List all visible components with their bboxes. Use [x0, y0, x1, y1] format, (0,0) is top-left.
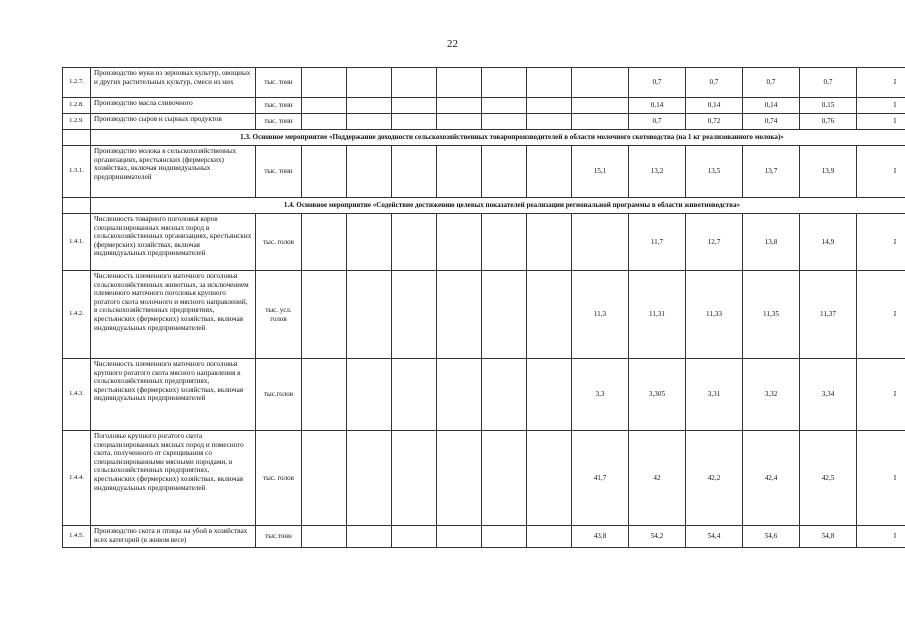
row-value — [527, 431, 572, 526]
row-name: Численность товарного поголовья коров специализированных мясных пород в сельскохозяйственных организациях, крестьянских (фермерских) хозяйствах, включая индивидуальных предпринимателей — [91, 214, 256, 271]
row-value — [572, 98, 629, 114]
row-value: 0,7 — [686, 68, 743, 98]
row-value — [302, 98, 347, 114]
row-code: 1.4.4. — [63, 431, 91, 526]
row-value — [347, 68, 392, 98]
row-code: 1.4.5. — [63, 526, 91, 548]
row-code: 1.2.8. — [63, 98, 91, 114]
row-value: 15,1 — [572, 146, 629, 198]
row-value — [482, 526, 527, 548]
row-last-value: I — [857, 114, 905, 130]
row-code: 1.2.9. — [63, 114, 91, 130]
row-value — [482, 68, 527, 98]
row-last-value: I — [857, 214, 905, 271]
row-value — [302, 359, 347, 431]
row-unit: тыс. тонн — [256, 146, 302, 198]
table-row — [63, 431, 905, 526]
row-value: 3,31 — [686, 359, 743, 431]
row-value: 3,32 — [743, 359, 800, 431]
row-value — [302, 431, 347, 526]
row-value: 0,7 — [800, 68, 857, 98]
row-value: 0,14 — [629, 98, 686, 114]
row-value — [347, 146, 392, 198]
row-value: 13,2 — [629, 146, 686, 198]
row-value — [392, 98, 437, 114]
row-value — [437, 431, 482, 526]
row-value — [527, 359, 572, 431]
row-unit: тыс. тонн — [256, 114, 302, 130]
row-value — [347, 359, 392, 431]
row-value: 11,33 — [686, 271, 743, 359]
indicators-table — [62, 67, 905, 548]
row-value: 0,14 — [686, 98, 743, 114]
row-value — [392, 359, 437, 431]
row-value: 11,7 — [629, 214, 686, 271]
row-value: 0,76 — [800, 114, 857, 130]
row-last-value: I — [857, 146, 905, 198]
row-last-value: I — [857, 98, 905, 114]
row-value: 11,37 — [800, 271, 857, 359]
row-value — [347, 214, 392, 271]
row-value — [302, 214, 347, 271]
row-value: 13,7 — [743, 146, 800, 198]
table-row — [63, 68, 905, 98]
row-value — [392, 431, 437, 526]
row-value — [527, 271, 572, 359]
row-value — [527, 98, 572, 114]
row-value: 54,2 — [629, 526, 686, 548]
row-value: 11,3 — [572, 271, 629, 359]
row-value — [482, 146, 527, 198]
row-value — [572, 114, 629, 130]
row-value — [302, 146, 347, 198]
row-name: Численность племенного маточного поголовья сельскохозяйственных животных, за исключением племенного маточного поголовья крупного рогатого скота молочного и мясного направлений, в сельскохозяйственных предприятиях, крестьянских (фермерских) хозяйствах, включая индивидуальных предпринимателей — [91, 271, 256, 359]
row-unit: тыс.голов — [256, 359, 302, 431]
row-value: 54,8 — [800, 526, 857, 548]
row-value — [347, 431, 392, 526]
table-row — [63, 359, 905, 431]
row-value — [437, 146, 482, 198]
row-value — [482, 214, 527, 271]
row-value: 0,7 — [629, 68, 686, 98]
row-unit: тыс. голов — [256, 431, 302, 526]
row-value — [437, 114, 482, 130]
row-code: 1.4.1. — [63, 214, 91, 271]
row-value — [437, 271, 482, 359]
row-value: 12,7 — [686, 214, 743, 271]
row-value: 42,2 — [686, 431, 743, 526]
row-value: 11,31 — [629, 271, 686, 359]
table-row — [63, 271, 905, 359]
row-code: 1.4.2. — [63, 271, 91, 359]
row-value — [392, 526, 437, 548]
row-value — [302, 271, 347, 359]
row-value: 54,4 — [686, 526, 743, 548]
row-value: 3,3 — [572, 359, 629, 431]
row-value: 3,34 — [800, 359, 857, 431]
row-value: 0,72 — [686, 114, 743, 130]
row-value: 14,9 — [800, 214, 857, 271]
row-value — [527, 526, 572, 548]
row-value — [482, 359, 527, 431]
section-row — [63, 198, 905, 214]
row-value: 0,7 — [629, 114, 686, 130]
row-value — [527, 146, 572, 198]
row-value — [392, 214, 437, 271]
row-value: 43,8 — [572, 526, 629, 548]
row-unit: тыс. тонн — [256, 68, 302, 98]
row-value: 54,6 — [743, 526, 800, 548]
row-value — [302, 68, 347, 98]
section-code-cell — [63, 198, 91, 214]
row-value: 13,5 — [686, 146, 743, 198]
row-code: 1.4.3. — [63, 359, 91, 431]
row-code: 1.2.7. — [63, 68, 91, 98]
section-title: 1.4. Основное мероприятие «Содействие достижению целевых показателей реализации региональной программы в области животноводства» — [91, 198, 905, 214]
row-last-value: I — [857, 431, 905, 526]
table-row — [63, 526, 905, 548]
row-value — [482, 114, 527, 130]
row-value — [527, 68, 572, 98]
row-value: 11,35 — [743, 271, 800, 359]
row-name: Производство муки из зерновых культур, овощных и других растительных культур, смеси из них — [91, 68, 256, 98]
row-unit: тыс. голов — [256, 214, 302, 271]
row-value: 13,9 — [800, 146, 857, 198]
row-value: 42 — [629, 431, 686, 526]
row-name: Поголовье крупного рогатого скота специализированных мясных пород и помесного скота, полученного от скрещивания со специализированными мясными породами, в сельскохозяйственных предприятиях, крестьянских (фермерских) хозяйствах, включая индивидуальных предпринимателей — [91, 431, 256, 526]
row-name: Производство скота и птицы на убой в хозяйствах всех категорий (в живом весе) — [91, 526, 256, 548]
table-row — [63, 214, 905, 271]
row-value — [437, 526, 482, 548]
row-value: 13,8 — [743, 214, 800, 271]
row-value — [302, 526, 347, 548]
section-title: 1.3. Основное мероприятие «Поддержание доходности сельскохозяйственных товаропроизводителей в области молочного скотоводства (на 1 кг реализованного молока)» — [91, 130, 905, 146]
row-name: Численность племенного маточного поголовья крупного рогатого скота мясного направления в сельскохозяйственных предприятиях, крестьянских (фермерских) хозяйствах, включая индивидуальных предпринимателей — [91, 359, 256, 431]
page-number: 22 — [447, 38, 458, 50]
row-value — [572, 214, 629, 271]
row-value — [347, 526, 392, 548]
row-value: 42,5 — [800, 431, 857, 526]
row-last-value: I — [857, 359, 905, 431]
table-row — [63, 114, 905, 130]
table-row — [63, 146, 905, 198]
row-value — [437, 214, 482, 271]
row-value: 42,4 — [743, 431, 800, 526]
row-unit: тыс.тонн — [256, 526, 302, 548]
row-value: 0,14 — [743, 98, 800, 114]
row-value: 0,7 — [743, 68, 800, 98]
row-value — [572, 68, 629, 98]
section-row — [63, 130, 905, 146]
row-value: 0,15 — [800, 98, 857, 114]
row-last-value: I — [857, 68, 905, 98]
row-value — [347, 271, 392, 359]
row-value — [527, 214, 572, 271]
row-value — [437, 359, 482, 431]
row-value — [392, 68, 437, 98]
table-row — [63, 98, 905, 114]
row-value — [437, 98, 482, 114]
row-value — [482, 271, 527, 359]
row-name: Производство масла сливочного — [91, 98, 256, 114]
section-code-cell — [63, 130, 91, 146]
row-value — [527, 114, 572, 130]
row-value — [302, 114, 347, 130]
row-name: Производство молока в сельскохозяйственных организациях, крестьянских (фермерских) хозяйствах, включая индивидуальных предпринимателей — [91, 146, 256, 198]
row-last-value: I — [857, 526, 905, 548]
row-value — [482, 431, 527, 526]
row-last-value: I — [857, 271, 905, 359]
row-unit: тыс. усл. голов — [256, 271, 302, 359]
row-value — [392, 114, 437, 130]
row-value — [437, 68, 482, 98]
row-value: 41,7 — [572, 431, 629, 526]
row-value — [392, 146, 437, 198]
row-value: 3,305 — [629, 359, 686, 431]
row-unit: тыс. тонн — [256, 98, 302, 114]
row-value — [347, 98, 392, 114]
row-value — [392, 271, 437, 359]
row-value — [482, 98, 527, 114]
row-value: 0,74 — [743, 114, 800, 130]
row-value — [347, 114, 392, 130]
row-code: 1.3.1. — [63, 146, 91, 198]
row-name: Производство сыров и сырных продуктов — [91, 114, 256, 130]
